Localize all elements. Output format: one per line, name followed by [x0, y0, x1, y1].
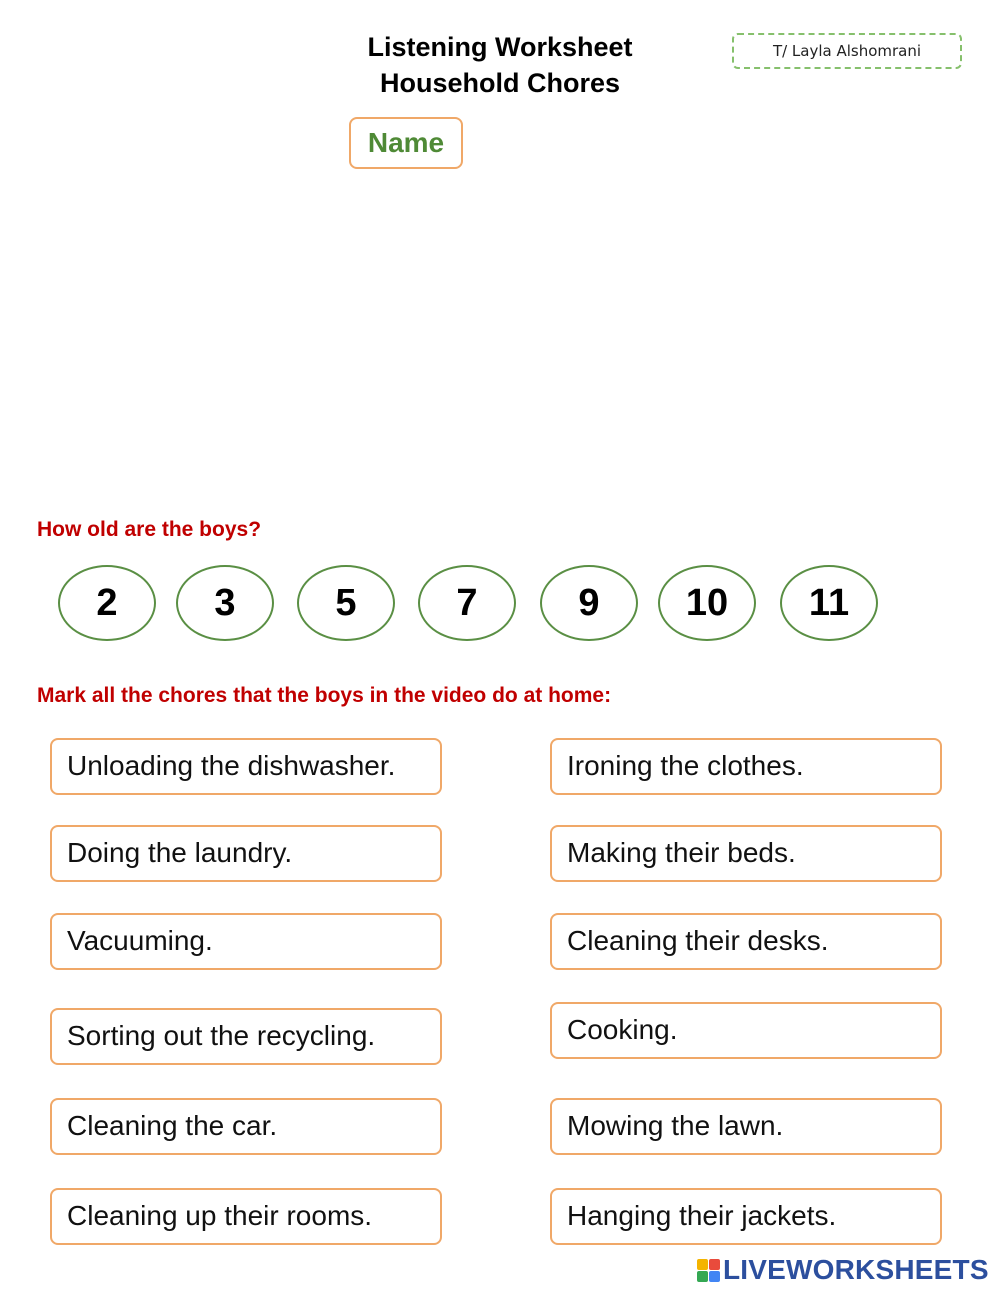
- logo-mark-icon: [697, 1259, 720, 1282]
- chore-option[interactable]: Cooking.: [550, 1002, 942, 1059]
- chore-option[interactable]: Making their beds.: [550, 825, 942, 882]
- chore-option[interactable]: Cleaning up their rooms.: [50, 1188, 442, 1245]
- age-option-7[interactable]: 7: [418, 565, 516, 641]
- age-option-3[interactable]: 3: [176, 565, 274, 641]
- chore-option[interactable]: Vacuuming.: [50, 913, 442, 970]
- liveworksheets-logo[interactable]: [697, 1254, 989, 1286]
- chore-option[interactable]: Cleaning the car.: [50, 1098, 442, 1155]
- chore-option[interactable]: Ironing the clothes.: [550, 738, 942, 795]
- age-option-9[interactable]: 9: [540, 565, 638, 641]
- name-field[interactable]: Name: [349, 117, 463, 169]
- worksheet-title: Listening Worksheet: [367, 32, 633, 62]
- chore-option[interactable]: Doing the laundry.: [50, 825, 442, 882]
- age-option-5[interactable]: 5: [297, 565, 395, 641]
- teacher-label: T/ Layla Alshomrani: [732, 33, 962, 69]
- age-option-11[interactable]: 11: [780, 565, 878, 641]
- chore-option[interactable]: Cleaning their desks.: [550, 913, 942, 970]
- chore-option[interactable]: Hanging their jackets.: [550, 1188, 942, 1245]
- chore-option[interactable]: Sorting out the recycling.: [50, 1008, 442, 1065]
- chore-option[interactable]: Unloading the dishwasher.: [50, 738, 442, 795]
- chore-option[interactable]: Mowing the lawn.: [550, 1098, 942, 1155]
- age-option-10[interactable]: 10: [658, 565, 756, 641]
- logo-text: LIVEWORKSHEETS: [723, 1254, 989, 1285]
- age-option-2[interactable]: 2: [58, 565, 156, 641]
- question-chores: Mark all the chores that the boys in the video do at home:: [37, 684, 612, 707]
- question-ages: How old are the boys?: [37, 518, 262, 541]
- worksheet-subtitle: Household Chores: [379, 68, 621, 98]
